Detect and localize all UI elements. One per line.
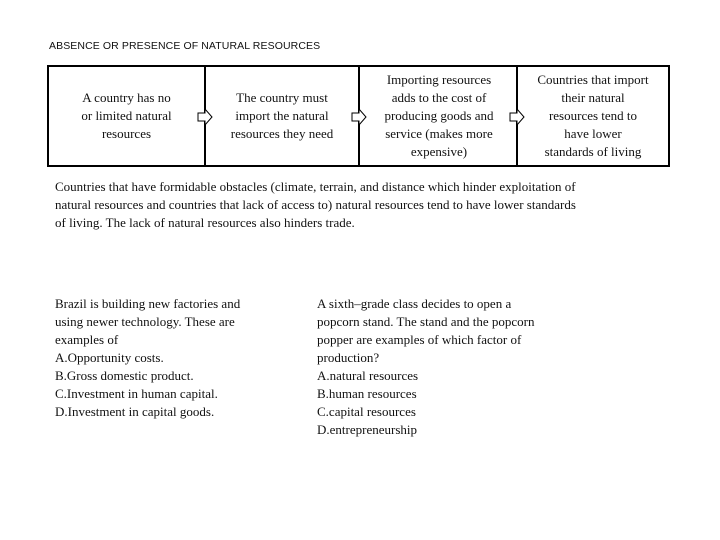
question-popcorn-stand bbox=[317, 295, 577, 439]
flow-box-line: standards of living bbox=[544, 144, 642, 159]
answer-option: C.capital resources bbox=[317, 404, 416, 419]
answer-option: D.Investment in capital goods. bbox=[55, 404, 215, 419]
flow-box-must-import bbox=[206, 67, 358, 165]
flow-box-line: resources bbox=[101, 126, 152, 141]
flow-box-line: adds to the cost of bbox=[391, 90, 487, 105]
question-line: popper are examples of which factor of bbox=[317, 332, 522, 347]
flow-box-line: The country must bbox=[236, 90, 328, 105]
question-line: examples of bbox=[55, 332, 119, 347]
question-line: using newer technology. These are bbox=[55, 314, 235, 329]
answer-option: B.human resources bbox=[317, 386, 417, 401]
flow-box-line: resources tend to bbox=[548, 108, 638, 123]
flow-box-line: service (makes more bbox=[385, 126, 493, 141]
flow-box-line: Countries that import bbox=[537, 72, 649, 87]
answer-option: A.Opportunity costs. bbox=[55, 350, 164, 365]
question-line: popcorn stand. The stand and the popcorn bbox=[317, 314, 535, 329]
summary-paragraph: Countries that have formidable obstacles (climate, terrain, and distance which hinder exploitation of natural resources and countries that lack of access to) natural resources tend to have lower standards of living. The lack of natural resources also hinders trade. bbox=[55, 179, 576, 230]
flow-box-line: resources they need bbox=[230, 126, 334, 141]
flow-box-line: A country has no bbox=[82, 90, 171, 105]
answer-option: D.entrepreneurship bbox=[317, 422, 417, 437]
question-line: Brazil is building new factories and bbox=[55, 296, 241, 311]
flow-box-no-resources bbox=[49, 67, 204, 165]
flow-box-import-cost bbox=[360, 67, 518, 165]
flow-box-line: Importing resources bbox=[386, 72, 492, 87]
flow-box-line: expensive) bbox=[410, 144, 468, 159]
flow-diagram bbox=[47, 65, 670, 167]
flow-box-line: producing goods and bbox=[384, 108, 494, 123]
flow-box-lower-standards bbox=[518, 67, 668, 165]
flow-box-line: import the natural bbox=[235, 108, 329, 123]
flow-box-line: their natural bbox=[561, 90, 625, 105]
question-line: A sixth–grade class decides to open a bbox=[317, 296, 512, 311]
answer-option: A.natural resources bbox=[317, 368, 419, 383]
question-brazil bbox=[55, 295, 285, 421]
question-line: production? bbox=[317, 350, 380, 365]
page-heading: ABSENCE OR PRESENCE OF NATURAL RESOURCES bbox=[49, 40, 321, 52]
flow-box-line: or limited natural bbox=[81, 108, 172, 123]
answer-option: C.Investment in human capital. bbox=[55, 386, 218, 401]
flow-box-line: have lower bbox=[564, 126, 622, 141]
answer-option: B.Gross domestic product. bbox=[55, 368, 194, 383]
